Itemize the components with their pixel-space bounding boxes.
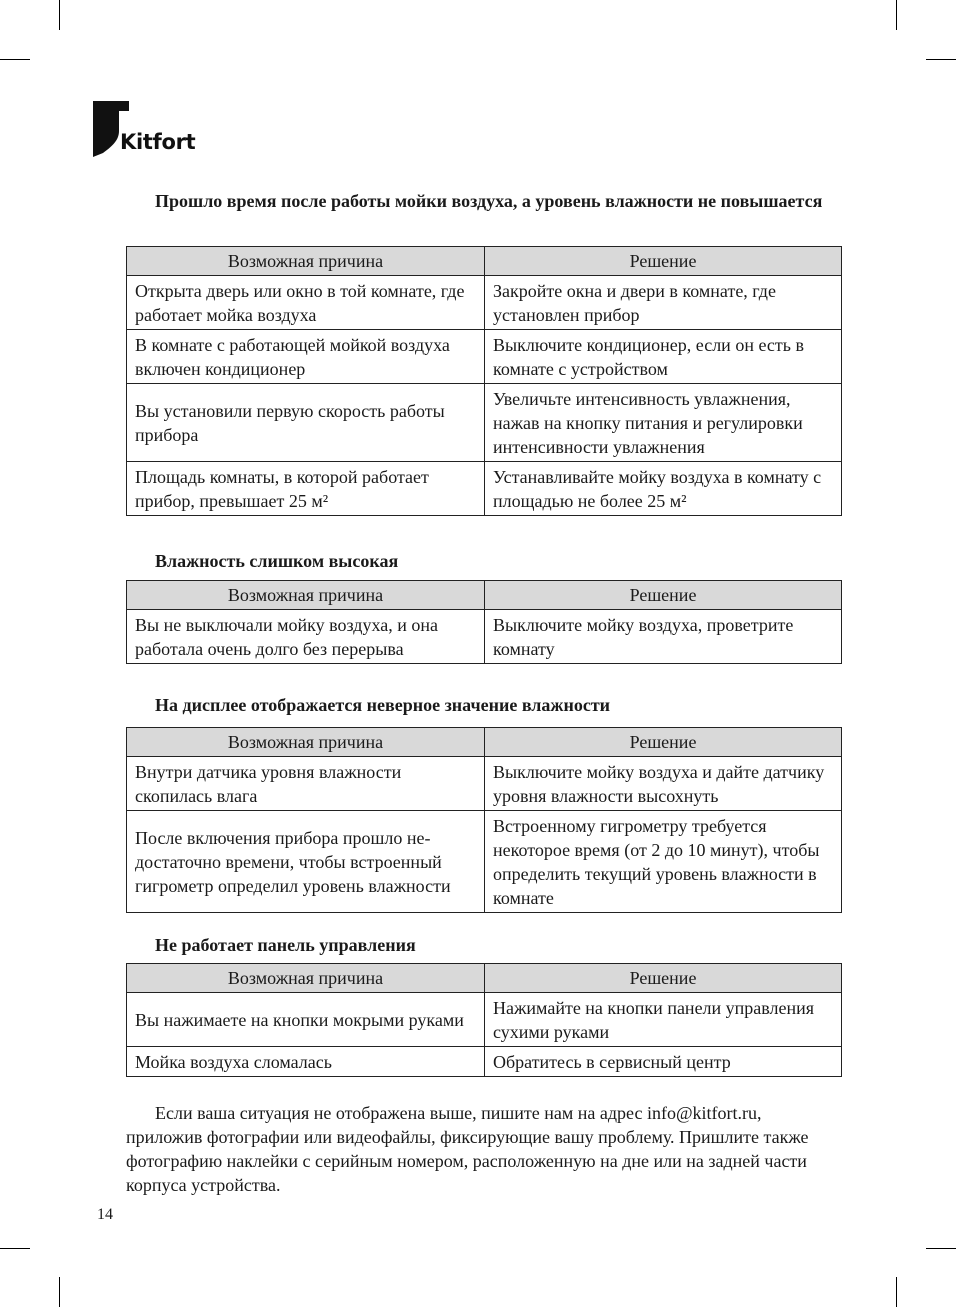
solution-cell: Увеличьте интенсивность увлажнения, нажав на кнопку питания и регулировки интенсивности увлажнения <box>485 384 842 462</box>
cause-cell: Вы установили первую скорость работы прибора <box>127 384 485 462</box>
header-cause: Возможная причина <box>127 728 485 757</box>
brand-logo <box>93 101 213 161</box>
header-cause: Возможная причина <box>127 581 485 610</box>
table-row <box>127 610 842 664</box>
solution-cell: Обратитесь в сервисный центр <box>485 1047 842 1077</box>
table-row <box>127 811 842 913</box>
logo-text: Kitfort <box>120 130 196 154</box>
solution-cell: Выключите мойку воздуха, проветрите комнату <box>485 610 842 664</box>
table-row <box>127 1047 842 1077</box>
header-cause: Возможная причина <box>127 247 485 276</box>
solution-cell: Устанавливайте мойку воздуха в комнату с площадью не более 25 м² <box>485 462 842 516</box>
table-header-row <box>127 581 842 610</box>
solution-cell: Выключите мойку воздуха и дайте датчику уровня влажности высохнуть <box>485 757 842 811</box>
header-solution: Решение <box>485 964 842 993</box>
troubleshooting-table <box>126 963 842 1077</box>
solution-cell: Закройте окна и двери в комнате, где установлен прибор <box>485 276 842 330</box>
table-header-row <box>127 247 842 276</box>
table-row <box>127 462 842 516</box>
table-header-row <box>127 728 842 757</box>
cause-cell: Площадь комнаты, в которой работает прибор, превышает 25 м² <box>127 462 485 516</box>
cause-cell: Внутри датчика уровня влажности скопилась влага <box>127 757 485 811</box>
header-solution: Решение <box>485 581 842 610</box>
solution-cell: Нажимайте на кнопки панели управления сухими руками <box>485 993 842 1047</box>
solution-cell: Встроенному гигрометру требуется некоторое время (от 2 до 10 минут), чтобы определить текущий уровень влажности в комнате <box>485 811 842 913</box>
cause-cell: Вы не выключали мойку воздуха, и она работала очень долго без перерыва <box>127 610 485 664</box>
header-cause: Возможная причина <box>127 964 485 993</box>
cause-cell: Мойка воздуха сломалась <box>127 1047 485 1077</box>
table-row <box>127 993 842 1047</box>
contact-paragraph: Если ваша ситуация не отображена выше, пишите нам на адрес info@kitfort.ru, приложив фотографии или видеофайлы, фиксирующие вашу проблему. Пришлите также фотографию наклейки с серийным номером, расположенную на дне или на задней части корпуса устройства. <box>126 1103 809 1195</box>
table-row <box>127 330 842 384</box>
table-header-row <box>127 964 842 993</box>
crop-mark <box>926 59 956 60</box>
crop-mark <box>896 0 897 30</box>
section-title: Прошло время после работы мойки воздуха, а уровень влажности не повышается <box>155 191 823 211</box>
crop-mark <box>896 1277 897 1307</box>
table-row <box>127 384 842 462</box>
section-title: На дисплее отображается неверное значение влажности <box>155 695 611 715</box>
header-solution: Решение <box>485 728 842 757</box>
header-solution: Решение <box>485 247 842 276</box>
cause-cell: После включения прибора прошло недостаточно времени, чтобы встроенный гигрометр определил уровень влажности <box>127 811 485 913</box>
crop-mark <box>926 1248 956 1249</box>
troubleshooting-table <box>126 580 842 664</box>
cause-cell: В комнате с работающей мойкой воздуха включен кондиционер <box>127 330 485 384</box>
page-number: 14 <box>97 1206 113 1223</box>
cause-cell: Вы нажимаете на кнопки мокрыми руками <box>127 993 485 1047</box>
section-title: Не работает панель управления <box>155 935 416 955</box>
cause-cell: Открыта дверь или окно в той комнате, где работает мойка воздуха <box>127 276 485 330</box>
crop-mark <box>59 1277 60 1307</box>
crop-mark <box>0 59 30 60</box>
table-row <box>127 276 842 330</box>
crop-mark <box>59 0 60 30</box>
crop-mark <box>0 1248 30 1249</box>
troubleshooting-table <box>126 246 842 516</box>
troubleshooting-table <box>126 727 842 913</box>
solution-cell: Выключите кондиционер, если он есть в комнате с устройством <box>485 330 842 384</box>
section-title: Влажность слишком высокая <box>155 551 399 571</box>
table-row <box>127 757 842 811</box>
